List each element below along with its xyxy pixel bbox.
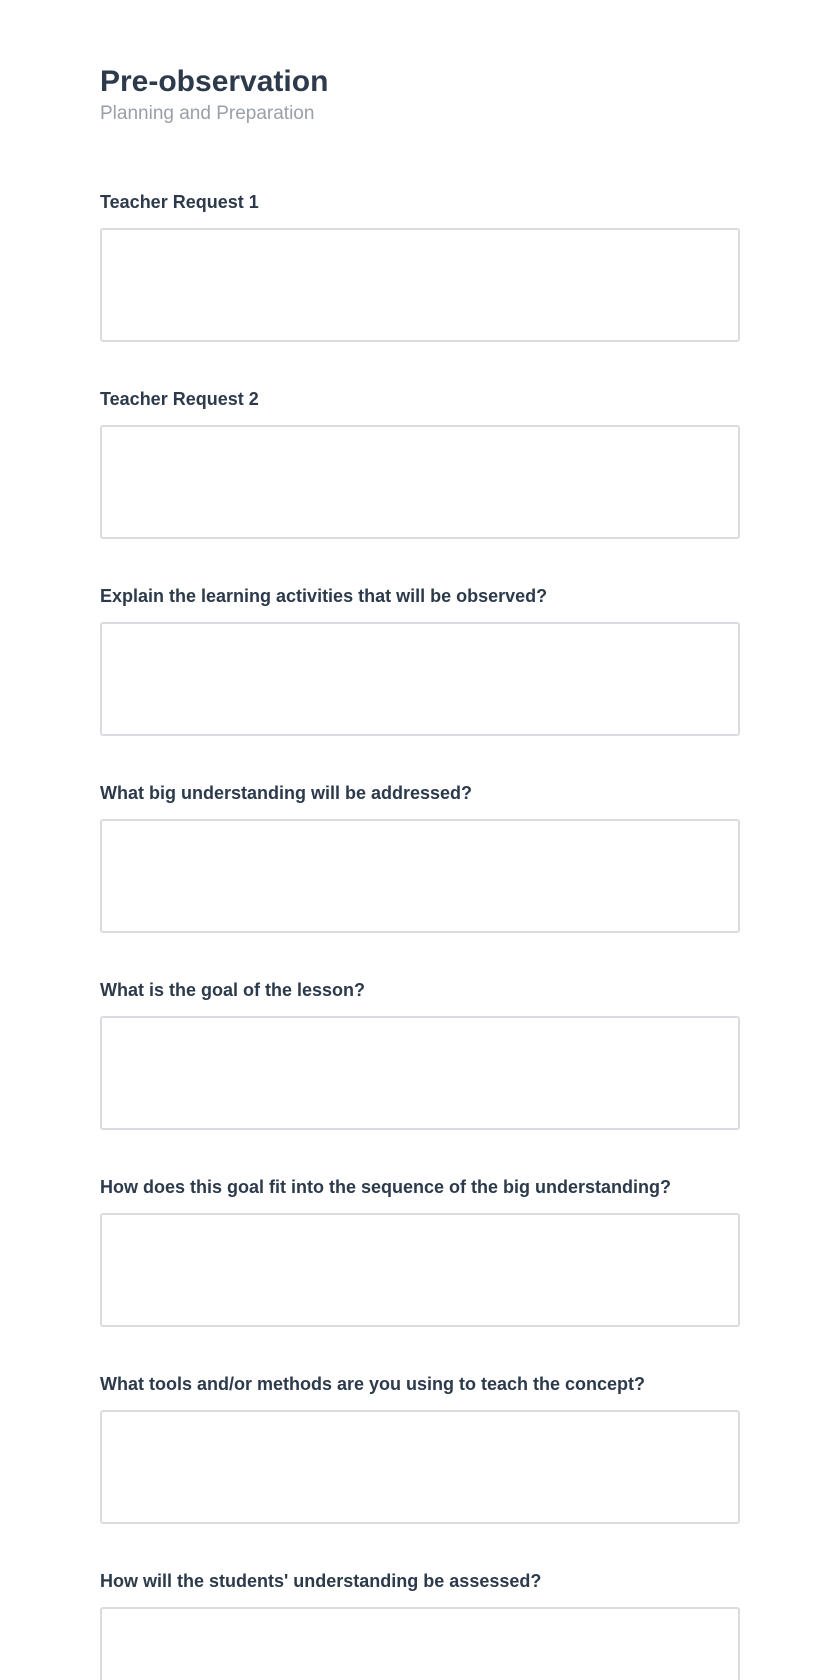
- form-header: [100, 62, 740, 126]
- field-label: Explain the learning activities that will be observed?: [100, 586, 548, 606]
- field-label: How will the students' understanding be assessed?: [100, 1571, 542, 1591]
- form-fields: [100, 190, 740, 1680]
- field-teacher-request-2: [100, 387, 740, 584]
- teacher-request-2-textarea[interactable]: [100, 425, 740, 539]
- field-learning-activities: [100, 584, 740, 781]
- goal-sequence-textarea[interactable]: [100, 1213, 740, 1327]
- field-big-understanding: [100, 781, 740, 978]
- page-subtitle: Planning and Preparation: [100, 103, 315, 124]
- lesson-goal-textarea[interactable]: [100, 1016, 740, 1130]
- learning-activities-textarea[interactable]: [100, 622, 740, 736]
- tools-methods-textarea[interactable]: [100, 1410, 740, 1524]
- field-teacher-request-1: [100, 190, 740, 387]
- field-label: What big understanding will be addressed?: [100, 783, 473, 803]
- field-lesson-goal: [100, 978, 740, 1175]
- field-assessment: [100, 1569, 740, 1680]
- field-label: How does this goal fit into the sequence of the big understanding?: [100, 1177, 672, 1197]
- assessment-textarea[interactable]: [100, 1607, 740, 1680]
- field-label: Teacher Request 2: [100, 389, 259, 409]
- field-tools-methods: [100, 1372, 740, 1569]
- field-label: Teacher Request 1: [100, 192, 259, 212]
- field-label: What is the goal of the lesson?: [100, 980, 366, 1000]
- teacher-request-1-textarea[interactable]: [100, 228, 740, 342]
- page-title: Pre-observation: [100, 65, 329, 98]
- big-understanding-textarea[interactable]: [100, 819, 740, 933]
- field-label: What tools and/or methods are you using to teach the concept?: [100, 1374, 646, 1394]
- field-goal-sequence: [100, 1175, 740, 1372]
